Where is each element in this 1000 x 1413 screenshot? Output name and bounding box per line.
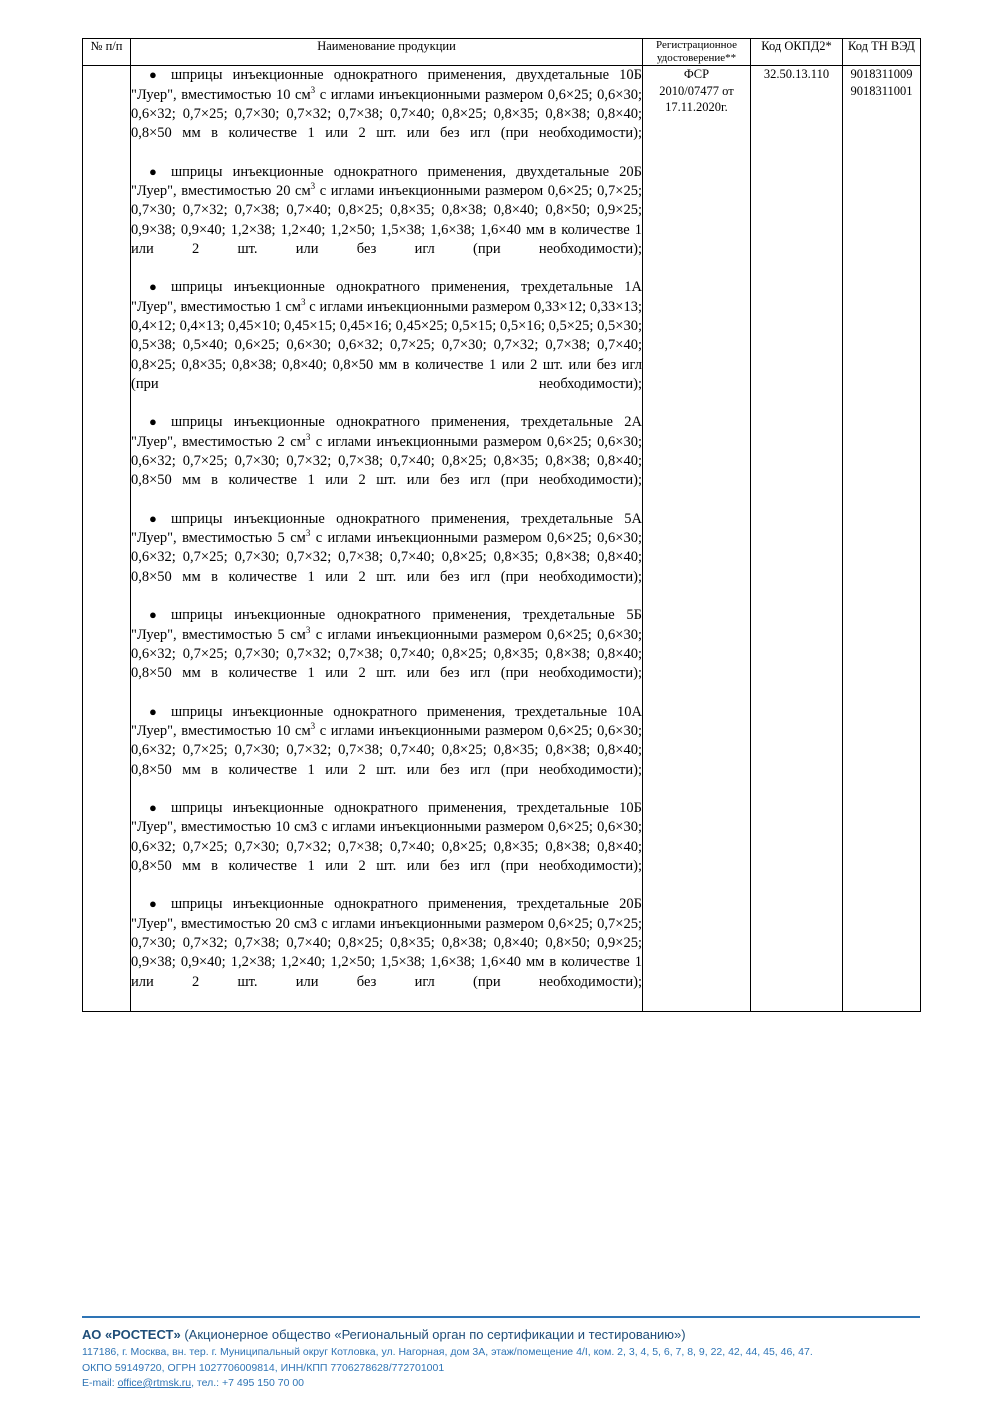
column-header-tnved: Код ТН ВЭД [843, 39, 921, 66]
product-text: шприцы инъекционные однократного применения, трехдетальные 10Б "Луер", вместимостью 10 см3 с иглами инъекционными размером 0,6×25; 0,6×30; 0,6×32; 0,7×25; 0,7×30; 0,7×32; 0,7×38; 0,7×40; 0,8×25; 0,8×35; 0,8×38; 0,8×40; 0,8×50 мм в количестве 1 или 2 шт. или без игл (при необходимости); [131, 800, 642, 874]
products-table [82, 38, 921, 1012]
superscript-unit: 3 [300, 296, 306, 307]
footer-company-full: (Акционерное общество «Региональный орган по сертификации и тестированию») [184, 1327, 686, 1343]
table-body [83, 66, 921, 1012]
table-header [83, 39, 921, 66]
cell-okpd2: 32.50.13.110 [751, 66, 843, 1012]
footer-company [82, 1327, 930, 1342]
product-text-tail: с иглами инъекционными размером 0,6×25; 0,6×30; 0,6×32; 0,7×25; 0,7×30; 0,7×32; 0,7×38; 0,7×40; 0,8×25; 0,8×35; 0,8×38; 0,8×40; 0,8×50 мм в количестве 1 или 2 шт. или без игл (при необходимости); [131, 433, 642, 489]
bullet-icon: ● [149, 67, 157, 83]
column-header-number: № п/п [83, 39, 131, 66]
product-text-tail: с иглами инъекционными размером 0,6×25; 0,6×30; 0,6×32; 0,7×25; 0,7×30; 0,7×32; 0,7×38; 0,7×40; 0,8×25; 0,8×35; 0,8×38; 0,8×40; 0,8×50 мм в количестве 1 или 2 шт. или без игл (при необходимости); [131, 722, 642, 778]
tnved-code-1: 9018311009 [850, 67, 913, 82]
bullet-icon: ● [149, 703, 157, 719]
registration-line-1: ФСР [683, 67, 710, 82]
registration-line-2: 2010/07477 от [659, 83, 734, 98]
superscript-unit: 3 [305, 624, 311, 635]
column-header-okpd2: Код ОКПД2* [751, 39, 843, 66]
product-text: шприцы инъекционные однократного применения, трехдетальные 20Б "Луер", вместимостью 20 см3 с иглами инъекционными размером 0,6×25; 0,7×25; 0,7×30; 0,7×32; 0,7×38; 0,7×40; 0,8×25; 0,8×35; 0,8×38; 0,8×40; 0,8×50; 0,9×25; 0,9×38; 0,9×40; 1,2×38; 1,2×40; 1,2×50; 1,5×38; 1,6×38; 1,6×40 мм в количестве 1 или 2 шт. или без игл (при необходимости); [131, 896, 642, 990]
page-footer [0, 1316, 1000, 1413]
bullet-icon: ● [149, 607, 157, 623]
product-item [131, 606, 642, 702]
product-item [131, 66, 642, 162]
superscript-unit: 3 [310, 721, 316, 732]
product-text: шприцы инъекционные однократного применения, трехдетальные 5А "Луер", вместимостью 5 см [131, 510, 642, 547]
bullet-icon: ● [149, 414, 157, 430]
product-list [131, 66, 642, 1011]
product-text: шприцы инъекционные однократного применения, двухдетальные 20Б "Луер", вместимостью 20 см [131, 163, 642, 200]
tnved-code-2: 9018311001 [850, 83, 913, 98]
product-text-tail: с иглами инъекционными размером 0,6×25; 0,6×30; 0,6×32; 0,7×25; 0,7×30; 0,7×32; 0,7×38; 0,7×40; 0,8×25; 0,8×35; 0,8×38; 0,8×40; 0,8×50 мм в количестве 1 или 2 шт. или без игл (при необходимости); [131, 86, 642, 142]
bullet-icon: ● [149, 510, 157, 526]
superscript-unit: 3 [310, 84, 316, 95]
footer-codes: ОКПО 59149720, ОГРН 1027706009814, ИНН/КПП 7706278628/772701001 [82, 1361, 445, 1374]
product-text-tail: с иглами инъекционными размером 0,6×25; 0,6×30; 0,6×32; 0,7×25; 0,7×30; 0,7×32; 0,7×38; 0,7×40; 0,8×25; 0,8×35; 0,8×38; 0,8×40; 0,8×50 мм в количестве 1 или 2 шт. или без игл (при необходимости); [131, 626, 642, 682]
footer-email-label: E-mail: [82, 1376, 115, 1389]
product-text: шприцы инъекционные однократного применения, трехдетальные 5Б "Луер", вместимостью 5 см [131, 607, 642, 643]
product-item [131, 278, 642, 413]
product-text-tail: с иглами инъекционными размером 0,6×25; 0,6×30; 0,6×32; 0,7×25; 0,7×30; 0,7×32; 0,7×38; 0,7×40; 0,8×25; 0,8×35; 0,8×38; 0,8×40; 0,8×50 мм в количестве 1 или 2 шт. или без игл (при необходимости); [131, 530, 642, 585]
product-text: шприцы инъекционные однократного применения, двухдетальные 10Б "Луер", вместимостью 10 см [131, 67, 642, 103]
cell-tnved [843, 66, 921, 1012]
footer-divider [82, 1316, 920, 1318]
bullet-icon: ● [149, 800, 157, 816]
registration-line-3: 17.11.2020г. [665, 99, 728, 114]
bullet-icon: ● [149, 163, 157, 179]
superscript-unit: 3 [305, 528, 311, 539]
footer-email-link[interactable]: office@rtmsk.ru [117, 1376, 192, 1389]
table-header-row [83, 39, 921, 66]
footer-address: 117186, г. Москва, вн. тер. г. Муниципальный округ Котловка, ул. Нагорная, дом 3А, этаж/помещение 4/I, ком. 2, 3, 4, 5, 6, 7, 8, 9, 22, 42, 44, 45, 46, 47. [82, 1346, 813, 1359]
bullet-icon: ● [149, 896, 157, 912]
product-item [131, 703, 642, 799]
product-item [131, 510, 642, 606]
product-text-tail: с иглами инъекционными размером 0,33×12; 0,33×13; 0,4×12; 0,4×13; 0,45×10; 0,45×15; 0,45×16; 0,45×25; 0,5×15; 0,5×16; 0,5×25; 0,5×30; 0,5×38; 0,5×40; 0,6×25; 0,6×30; 0,6×32; 0,7×25; 0,7×30; 0,7×32; 0,7×38; 0,7×40; 0,8×25; 0,8×35; 0,8×38; 0,8×40; 0,8×50 мм в количестве 1 или 2 шт. или без игл (при необходимости); [131, 298, 642, 392]
superscript-unit: 3 [310, 181, 316, 192]
cell-registration [643, 66, 751, 1012]
product-text: шприцы инъекционные однократного применения, трехдетальные 2А "Луер", вместимостью 2 см [131, 414, 642, 450]
product-item [131, 799, 642, 895]
cell-number [83, 66, 131, 1012]
product-text-tail: с иглами инъекционными размером 0,6×25; 0,7×25; 0,7×30; 0,7×32; 0,7×38; 0,7×40; 0,8×25; 0,8×35; 0,8×38; 0,8×40; 0,8×50; 0,9×25; 0,9×38; 0,9×40; 1,2×38; 1,2×40; 1,2×50; 1,5×38; 1,6×38; 1,6×40 мм в количестве 1 или 2 шт. или без игл (при необходимости); [131, 183, 642, 257]
product-text: шприцы инъекционные однократного применения, трехдетальные 1А "Луер", вместимостью 1 см [131, 279, 642, 315]
superscript-unit: 3 [305, 431, 311, 442]
column-header-registration: Регистрационное удостоверение** [643, 39, 751, 66]
table-row [83, 66, 921, 1012]
footer-contacts [82, 1376, 930, 1391]
column-header-product-name: Наименование продукции [131, 39, 643, 66]
product-item [131, 413, 642, 509]
footer-phone: , тел.: +7 495 150 70 00 [191, 1376, 305, 1389]
product-item [131, 163, 642, 279]
product-text: шприцы инъекционные однократного применения, трехдетальные 10А "Луер", вместимостью 10 см [131, 703, 642, 739]
bullet-icon: ● [149, 279, 157, 295]
product-item [131, 895, 642, 1011]
footer-company-short: АО «РОСТЕСТ» [82, 1327, 181, 1343]
cell-product-list [131, 66, 643, 1012]
